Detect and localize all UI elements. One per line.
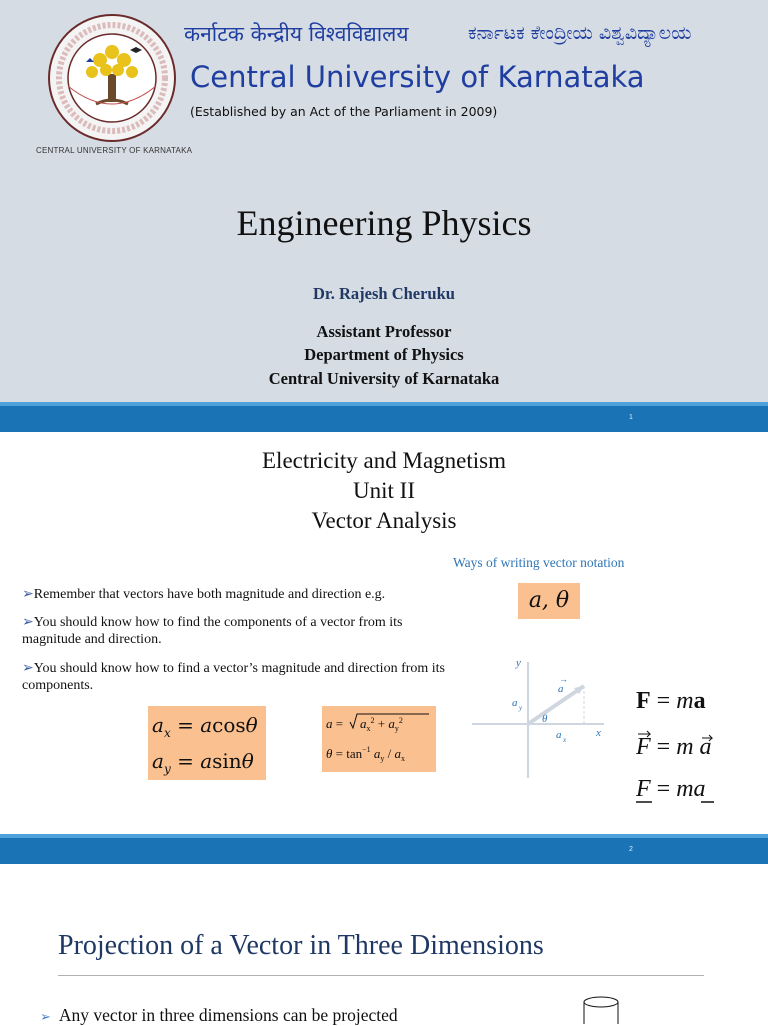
x-axis-label: x — [596, 727, 601, 739]
notation-caption: Ways of writing vector notation — [453, 555, 625, 570]
presenter-department: Department of Physics — [304, 345, 464, 364]
bullet-item — [22, 614, 462, 648]
bullet-text: Any vector in three dimensions can be projected — [58, 1005, 398, 1025]
slide-title-line: Vector Analysis — [311, 508, 457, 533]
svg-text:ay = asinθ: $a_y = asin\theta$ — [152, 749, 254, 776]
bullet-item — [22, 586, 462, 603]
slide-footer-bar — [0, 834, 768, 864]
svg-text:θ = tan−1 ay / ax: $\theta = \tan^{-1} a_y / a_x$ — [326, 745, 405, 763]
bullet-text: You should know how to find the components of a vector from its magnitude and direction. — [22, 615, 403, 647]
title-divider — [58, 975, 704, 976]
presenter-university: Central University of Karnataka — [268, 369, 500, 388]
notation-formula-box: a, θ — [518, 583, 580, 619]
y-axis-label: y — [516, 657, 521, 669]
presenter-position: Assistant Professor — [316, 322, 452, 341]
bullet-text: Remember that vectors have both magnitude and direction e.g. — [33, 587, 386, 602]
newton-law-bold-notation — [636, 684, 736, 716]
slide-title: Projection of a Vector in Three Dimensions — [58, 930, 544, 961]
ax-label: a — [556, 729, 562, 741]
bullet-arrow-icon: ➢ — [22, 587, 34, 602]
footer-stripe — [0, 834, 768, 838]
bullet-arrow-icon: ➢ — [40, 1009, 51, 1024]
slide-title-line: Electricity and Magnetism — [262, 448, 506, 473]
page-number: 2 — [629, 846, 633, 853]
vector-components-diagram — [472, 652, 612, 780]
svg-text:a =: a = — [326, 716, 344, 731]
slide-footer-bar — [0, 402, 768, 432]
vector-label: a — [558, 683, 564, 695]
bullet-arrow-icon: ➢ — [22, 661, 34, 676]
bullet-item — [22, 660, 462, 694]
presenter-name: Dr. Rajesh Cheruku — [313, 284, 455, 303]
newton-law-arrow-notation — [636, 728, 736, 762]
svg-text:F = ma: F = ma — [636, 776, 706, 802]
svg-text:ax2 + ay2: $a_x^2 + a_y^2$ — [360, 716, 403, 733]
ay-label: a — [512, 697, 518, 709]
establishment-note: (Established by an Act of the Parliament in 2009) — [190, 104, 498, 119]
svg-text:→: → — [559, 674, 568, 684]
university-name-kannada: ಕರ್ನಾಟಕ ಕೇಂದ್ರೀಯ ವಿಶ್ವವಿದ್ಯಾಲಯ — [468, 22, 692, 44]
university-name-hindi: कर्नाटक केन्द्रीय विश्वविद्यालय — [184, 22, 409, 46]
theta-label: θ — [542, 713, 548, 725]
cylinder-icon — [582, 996, 620, 1024]
bullet-item — [40, 1005, 398, 1026]
components-formula-box — [148, 706, 266, 780]
magnitude-direction-formula-box — [322, 706, 436, 772]
svg-text:F = ma: F = ma — [636, 688, 706, 714]
svg-text:F = m a: F = m a — [636, 734, 712, 760]
seal-caption: CENTRAL UNIVERSITY OF KARNATAKA — [36, 146, 193, 155]
footer-stripe — [0, 402, 768, 406]
course-title: Engineering Physics — [236, 203, 532, 243]
svg-text:y: y — [519, 704, 523, 712]
page-number: 1 — [629, 414, 633, 421]
university-name-english: Central University of Karnataka — [190, 60, 645, 94]
slide-title-line: Unit II — [353, 478, 415, 503]
university-seal-logo — [46, 12, 178, 144]
newton-law-underline-notation — [636, 772, 736, 806]
svg-text:x: x — [563, 736, 567, 744]
svg-text:ax = acosθ: $a_x = acos\theta$ — [152, 713, 258, 740]
bullet-text: You should know how to find a vector’s magnitude and direction from its components. — [22, 661, 446, 693]
bullet-arrow-icon: ➢ — [22, 615, 34, 630]
